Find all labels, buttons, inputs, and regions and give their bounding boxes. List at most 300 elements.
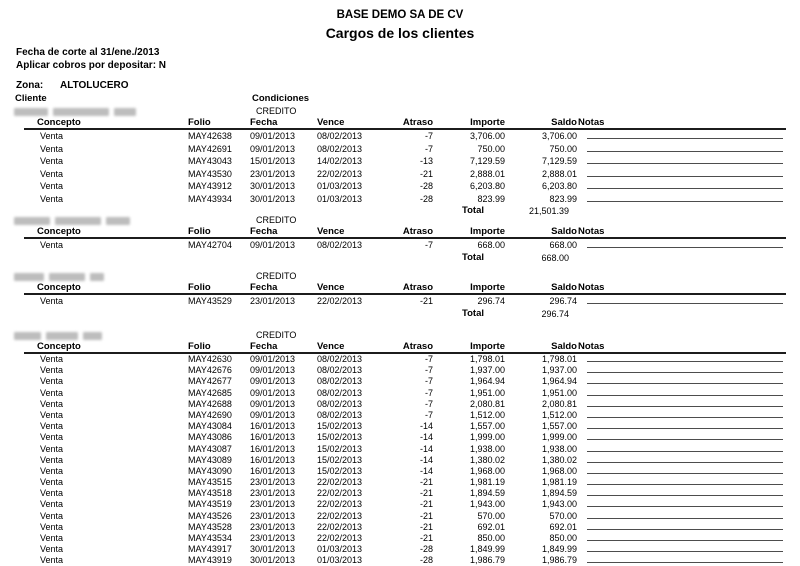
cell-concepto: Venta: [40, 488, 64, 499]
cell-folio: MAY43529: [188, 296, 232, 306]
notes-line: [587, 395, 783, 396]
cell-importe: 750.00: [477, 143, 505, 154]
cell-vence: 08/02/2013: [317, 131, 363, 141]
cell-concepto: Venta: [40, 387, 64, 398]
cell-vence: 01/03/2013: [317, 181, 363, 191]
cell-concepto: Venta: [40, 432, 64, 443]
notes-line: [587, 540, 783, 541]
cell-atraso: -7: [424, 376, 433, 387]
cell-fecha: 30/01/2013: [250, 193, 296, 204]
cell-folio: MAY43934: [188, 193, 232, 204]
table-row: [0, 533, 800, 544]
column-header-importe: Importe: [470, 226, 505, 237]
cell-importe: 1,943.00: [469, 499, 505, 510]
cell-concepto: Venta: [40, 376, 64, 387]
table-row: [0, 193, 800, 206]
cell-importe: 570.00: [477, 510, 505, 521]
section-total-row: [0, 252, 800, 265]
column-header-vence: Vence: [317, 117, 345, 128]
redacted-word: [14, 332, 41, 340]
column-header-notas: Notas: [578, 117, 605, 128]
cell-folio: MAY43530: [188, 168, 232, 179]
cell-atraso: -7: [424, 409, 433, 420]
total-value: 296.74: [541, 308, 569, 319]
cell-concepto: Venta: [40, 454, 64, 465]
cell-vence: 22/02/2013: [317, 499, 363, 510]
notes-line: [587, 247, 783, 248]
section-total-row: [0, 308, 800, 321]
cell-saldo: 570.00: [549, 510, 577, 521]
cell-importe: 1,951.00: [469, 387, 505, 398]
cell-saldo: 1,557.00: [541, 421, 577, 432]
cell-atraso: -21: [419, 510, 433, 521]
cell-importe: 1,937.00: [469, 365, 505, 376]
cell-atraso: -21: [419, 168, 433, 179]
column-header-saldo: Saldo: [551, 282, 577, 293]
cell-importe: 1,380.02: [469, 454, 505, 465]
client-header-line: [0, 214, 800, 226]
notes-line: [587, 428, 783, 429]
cell-fecha: 09/01/2013: [250, 387, 296, 398]
client-section: [0, 214, 800, 265]
notes-line: [587, 484, 783, 485]
conditions-label: Condiciones: [252, 93, 310, 104]
cell-atraso: -28: [419, 555, 433, 566]
cell-folio: MAY42691: [188, 143, 232, 154]
column-header-atraso: Atraso: [402, 282, 433, 293]
cell-vence: 14/02/2013: [317, 156, 363, 166]
cell-importe: 1,938.00: [469, 443, 505, 454]
column-header-folio: Folio: [188, 341, 211, 352]
table-row: [0, 511, 800, 522]
column-header-concepto: Concepto: [37, 226, 81, 237]
column-header-importe: Importe: [470, 341, 505, 352]
credit-condition: CREDITO: [256, 215, 297, 225]
table-row: [0, 180, 800, 193]
cell-concepto: Venta: [40, 544, 64, 555]
cell-concepto: Venta: [40, 181, 64, 191]
column-header-vence: Vence: [317, 341, 345, 352]
cell-importe: 2,888.01: [469, 168, 505, 179]
client-header-line: [0, 329, 800, 341]
cell-fecha: 09/01/2013: [250, 409, 296, 420]
cell-importe: 1,968.00: [469, 465, 505, 476]
cell-importe: 1,849.99: [469, 544, 505, 555]
column-header-folio: Folio: [188, 117, 211, 128]
column-header-notas: Notas: [578, 226, 605, 237]
table-row: [0, 155, 800, 168]
redacted-word: [83, 332, 102, 340]
cell-concepto: Venta: [40, 156, 64, 166]
table-row: [0, 488, 800, 499]
cell-importe: 692.01: [477, 521, 505, 532]
cell-concepto: Venta: [40, 143, 64, 154]
cell-importe: 1,981.19: [469, 477, 505, 488]
cell-saldo: 1,999.00: [541, 432, 577, 443]
cell-atraso: -21: [419, 521, 433, 532]
column-header-fecha: Fecha: [250, 117, 278, 128]
column-header-notas: Notas: [578, 282, 605, 293]
cell-vence: 15/02/2013: [317, 421, 363, 432]
notes-line: [587, 451, 783, 452]
cell-atraso: -13: [419, 156, 433, 166]
cell-saldo: 1,798.01: [541, 354, 577, 364]
cell-folio: MAY43084: [188, 421, 232, 432]
redacted-word: [14, 217, 50, 225]
cell-atraso: -7: [424, 387, 433, 398]
notes-line: [587, 406, 783, 407]
redacted-word: [14, 273, 44, 281]
column-header-atraso: Atraso: [402, 341, 433, 352]
cell-vence: 01/03/2013: [317, 555, 363, 566]
cell-atraso: -14: [419, 454, 433, 465]
cell-concepto: Venta: [40, 131, 64, 141]
column-header-fecha: Fecha: [250, 226, 278, 237]
cell-importe: 7,129.59: [469, 156, 505, 166]
table-header-row: [0, 117, 800, 129]
cell-saldo: 692.01: [549, 521, 577, 532]
cell-vence: 22/02/2013: [317, 533, 363, 543]
table-row: [0, 388, 800, 399]
cell-vence: 01/03/2013: [317, 544, 363, 555]
table-rows: [0, 239, 800, 252]
cell-folio: MAY42677: [188, 376, 232, 387]
cell-vence: 08/02/2013: [317, 398, 363, 409]
cell-fecha: 30/01/2013: [250, 555, 296, 566]
cell-fecha: 16/01/2013: [250, 432, 296, 443]
cell-fecha: 09/01/2013: [250, 398, 296, 409]
cell-atraso: -7: [424, 143, 433, 154]
cell-importe: 3,706.00: [469, 131, 505, 141]
cell-atraso: -28: [419, 181, 433, 191]
notes-line: [587, 529, 783, 530]
column-header-fecha: Fecha: [250, 341, 278, 352]
cell-atraso: -14: [419, 443, 433, 454]
cell-fecha: 30/01/2013: [250, 544, 296, 555]
cell-vence: 22/02/2013: [317, 477, 363, 488]
cell-saldo: 1,951.00: [541, 387, 577, 398]
cell-saldo: 1,986.79: [541, 555, 577, 566]
redacted-word: [106, 217, 130, 225]
cell-concepto: Venta: [40, 533, 64, 543]
cell-importe: 1,964.94: [469, 376, 505, 387]
credit-condition: CREDITO: [256, 271, 297, 281]
table-row: [0, 466, 800, 477]
cell-importe: 1,798.01: [469, 354, 505, 364]
cell-fecha: 23/01/2013: [250, 488, 296, 499]
table-row: [0, 365, 800, 376]
notes-line: [587, 188, 783, 189]
notes-line: [587, 383, 783, 384]
cell-fecha: 09/01/2013: [250, 365, 296, 376]
cell-fecha: 09/01/2013: [250, 240, 296, 250]
cell-folio: MAY43518: [188, 488, 232, 499]
cell-concepto: Venta: [40, 555, 64, 566]
cell-vence: 22/02/2013: [317, 296, 363, 306]
zone-value: ALTOLUCERO: [60, 80, 129, 91]
cell-concepto: Venta: [40, 521, 64, 532]
redacted-word: [114, 108, 136, 116]
column-header-concepto: Concepto: [37, 341, 81, 352]
cell-saldo: 823.99: [549, 193, 577, 204]
cell-folio: MAY43090: [188, 465, 232, 476]
table-header-row: [0, 226, 800, 238]
table-header-row: [0, 341, 800, 353]
cell-saldo: 2,080.81: [541, 398, 577, 409]
cell-concepto: Venta: [40, 499, 64, 510]
column-header-vence: Vence: [317, 226, 345, 237]
table-row: [0, 544, 800, 555]
cell-importe: 6,203.80: [469, 181, 505, 191]
redacted-word: [46, 332, 78, 340]
cell-fecha: 23/01/2013: [250, 168, 296, 179]
cell-saldo: 1,964.94: [541, 376, 577, 387]
cell-vence: 08/02/2013: [317, 409, 363, 420]
table-rows: [0, 354, 800, 566]
cell-folio: MAY43526: [188, 510, 232, 521]
cell-fecha: 23/01/2013: [250, 296, 296, 306]
redacted-word: [14, 108, 48, 116]
cell-vence: 08/02/2013: [317, 365, 363, 376]
cell-vence: 08/02/2013: [317, 143, 363, 154]
cell-importe: 850.00: [477, 533, 505, 543]
notes-line: [587, 176, 783, 177]
column-header-saldo: Saldo: [551, 226, 577, 237]
cell-concepto: Venta: [40, 365, 64, 376]
cell-importe: 1,986.79: [469, 555, 505, 566]
cell-concepto: Venta: [40, 443, 64, 454]
table-row: [0, 432, 800, 443]
cell-saldo: 6,203.80: [541, 181, 577, 191]
column-header-fecha: Fecha: [250, 282, 278, 293]
redacted-word: [55, 217, 101, 225]
redacted-word: [53, 108, 109, 116]
cell-importe: 668.00: [477, 240, 505, 250]
cell-folio: MAY43515: [188, 477, 232, 488]
notes-line: [587, 361, 783, 362]
table-row: [0, 354, 800, 365]
notes-line: [587, 518, 783, 519]
credit-condition: CREDITO: [256, 330, 297, 340]
client-header-line: [0, 270, 800, 282]
table-row: [0, 477, 800, 488]
cell-fecha: 23/01/2013: [250, 521, 296, 532]
cell-saldo: 850.00: [549, 533, 577, 543]
cell-saldo: 1,380.02: [541, 454, 577, 465]
total-label: Total: [462, 307, 484, 319]
cell-saldo: 1,968.00: [541, 465, 577, 476]
cell-concepto: Venta: [40, 409, 64, 420]
cell-atraso: -21: [419, 477, 433, 488]
column-header-saldo: Saldo: [551, 117, 577, 128]
cell-atraso: -7: [424, 240, 433, 250]
total-label: Total: [462, 251, 484, 263]
cell-saldo: 1,894.59: [541, 488, 577, 499]
company-name: BASE DEMO SA DE CV: [336, 9, 464, 21]
total-value: 21,501.39: [528, 206, 569, 216]
cell-atraso: -14: [419, 432, 433, 443]
notes-line: [587, 495, 783, 496]
cell-saldo: 1,938.00: [541, 443, 577, 454]
cell-fecha: 16/01/2013: [250, 421, 296, 432]
cell-fecha: 09/01/2013: [250, 376, 296, 387]
notes-line: [587, 303, 783, 304]
cell-folio: MAY43912: [188, 181, 232, 191]
notes-line: [587, 462, 783, 463]
credit-condition: CREDITO: [256, 106, 297, 116]
table-row: [0, 555, 800, 566]
cell-fecha: 30/01/2013: [250, 181, 296, 191]
cell-folio: MAY43919: [188, 555, 232, 566]
cell-vence: 15/02/2013: [317, 454, 363, 465]
cell-saldo: 1,981.19: [541, 477, 577, 488]
cell-atraso: -28: [419, 544, 433, 555]
cell-importe: 296.74: [477, 296, 505, 306]
client-section: [0, 329, 800, 566]
cell-folio: MAY42704: [188, 240, 232, 250]
cell-importe: 1,557.00: [469, 421, 505, 432]
notes-line: [587, 201, 783, 202]
cell-fecha: 09/01/2013: [250, 131, 296, 141]
cell-fecha: 16/01/2013: [250, 454, 296, 465]
cell-fecha: 09/01/2013: [250, 354, 296, 364]
table-rows: [0, 130, 800, 205]
cell-folio: MAY42688: [188, 398, 232, 409]
column-header-vence: Vence: [317, 282, 345, 293]
redacted-word: [90, 273, 104, 281]
column-header-importe: Importe: [470, 282, 505, 293]
column-header-notas: Notas: [578, 341, 605, 352]
cell-importe: 2,080.81: [469, 398, 505, 409]
cell-atraso: -7: [424, 131, 433, 141]
table-rows: [0, 295, 800, 308]
column-header-concepto: Concepto: [37, 282, 81, 293]
column-header-concepto: Concepto: [37, 117, 81, 128]
column-header-folio: Folio: [188, 282, 211, 293]
cell-fecha: 09/01/2013: [250, 143, 296, 154]
cell-saldo: 3,706.00: [541, 131, 577, 141]
cell-saldo: 1,943.00: [541, 499, 577, 510]
cell-atraso: -7: [424, 398, 433, 409]
apply-deposits-line: Aplicar cobros por depositar: N: [16, 60, 167, 71]
cell-folio: MAY43087: [188, 443, 232, 454]
notes-line: [587, 151, 783, 152]
cell-folio: MAY43086: [188, 432, 232, 443]
cell-fecha: 23/01/2013: [250, 477, 296, 488]
cell-saldo: 1,512.00: [541, 409, 577, 420]
client-header-line: [0, 105, 800, 117]
cell-folio: MAY42690: [188, 409, 232, 420]
cell-saldo: 296.74: [549, 296, 577, 306]
cell-vence: 08/02/2013: [317, 387, 363, 398]
table-row: [0, 168, 800, 181]
cell-fecha: 15/01/2013: [250, 156, 296, 166]
total-value: 668.00: [541, 252, 569, 263]
cell-fecha: 23/01/2013: [250, 499, 296, 510]
table-row: [0, 410, 800, 421]
cell-importe: 1,512.00: [469, 409, 505, 420]
notes-line: [587, 138, 783, 139]
cell-atraso: -14: [419, 421, 433, 432]
cell-vence: 22/02/2013: [317, 488, 363, 499]
column-header-folio: Folio: [188, 226, 211, 237]
table-row: [0, 421, 800, 432]
cell-folio: MAY43528: [188, 521, 232, 532]
notes-line: [587, 473, 783, 474]
cell-concepto: Venta: [40, 510, 64, 521]
cell-atraso: -28: [419, 193, 433, 204]
cell-concepto: Venta: [40, 398, 64, 409]
cell-folio: MAY42676: [188, 365, 232, 376]
cell-atraso: -7: [424, 365, 433, 376]
cell-concepto: Venta: [40, 477, 64, 488]
cell-atraso: -21: [419, 296, 433, 306]
notes-line: [587, 551, 783, 552]
cell-importe: 1,894.59: [469, 488, 505, 499]
column-group-labels: [0, 93, 800, 105]
cell-folio: MAY43519: [188, 499, 232, 510]
notes-line: [587, 562, 783, 563]
cell-atraso: -21: [419, 533, 433, 543]
cell-atraso: -21: [419, 488, 433, 499]
cell-concepto: Venta: [40, 296, 64, 306]
cell-vence: 22/02/2013: [317, 510, 363, 521]
cell-fecha: 23/01/2013: [250, 510, 296, 521]
table-row: [0, 239, 800, 252]
client-section: [0, 270, 800, 321]
cell-folio: MAY43534: [188, 533, 232, 543]
notes-line: [587, 163, 783, 164]
notes-line: [587, 439, 783, 440]
column-header-importe: Importe: [470, 117, 505, 128]
cell-vence: 22/02/2013: [317, 168, 363, 179]
cell-saldo: 1,849.99: [541, 544, 577, 555]
column-header-atraso: Atraso: [402, 226, 433, 237]
cell-saldo: 7,129.59: [541, 156, 577, 166]
cell-concepto: Venta: [40, 168, 64, 179]
cell-folio: MAY43917: [188, 544, 232, 555]
notes-line: [587, 417, 783, 418]
cell-vence: 08/02/2013: [317, 354, 363, 364]
cell-concepto: Venta: [40, 465, 64, 476]
cell-vence: 15/02/2013: [317, 432, 363, 443]
cell-atraso: -14: [419, 465, 433, 476]
cell-fecha: 23/01/2013: [250, 533, 296, 543]
cell-concepto: Venta: [40, 421, 64, 432]
table-row: [0, 522, 800, 533]
notes-line: [587, 372, 783, 373]
cell-atraso: -7: [424, 354, 433, 364]
cell-folio: MAY42685: [188, 387, 232, 398]
report-title: Cargos de los clientes: [325, 25, 475, 41]
cell-importe: 1,999.00: [469, 432, 505, 443]
redacted-word: [49, 273, 85, 281]
cell-vence: 15/02/2013: [317, 465, 363, 476]
total-label: Total: [462, 205, 484, 216]
cell-concepto: Venta: [40, 354, 64, 364]
cell-atraso: -21: [419, 499, 433, 510]
table-header-row: [0, 282, 800, 294]
cell-folio: MAY42630: [188, 354, 232, 364]
table-row: [0, 499, 800, 510]
cell-vence: 01/03/2013: [317, 193, 363, 204]
cell-fecha: 16/01/2013: [250, 465, 296, 476]
column-header-atraso: Atraso: [402, 117, 433, 128]
cell-saldo: 1,937.00: [541, 365, 577, 376]
zone-label: Zona:: [16, 80, 44, 91]
cell-vence: 22/02/2013: [317, 521, 363, 532]
table-row: [0, 143, 800, 156]
